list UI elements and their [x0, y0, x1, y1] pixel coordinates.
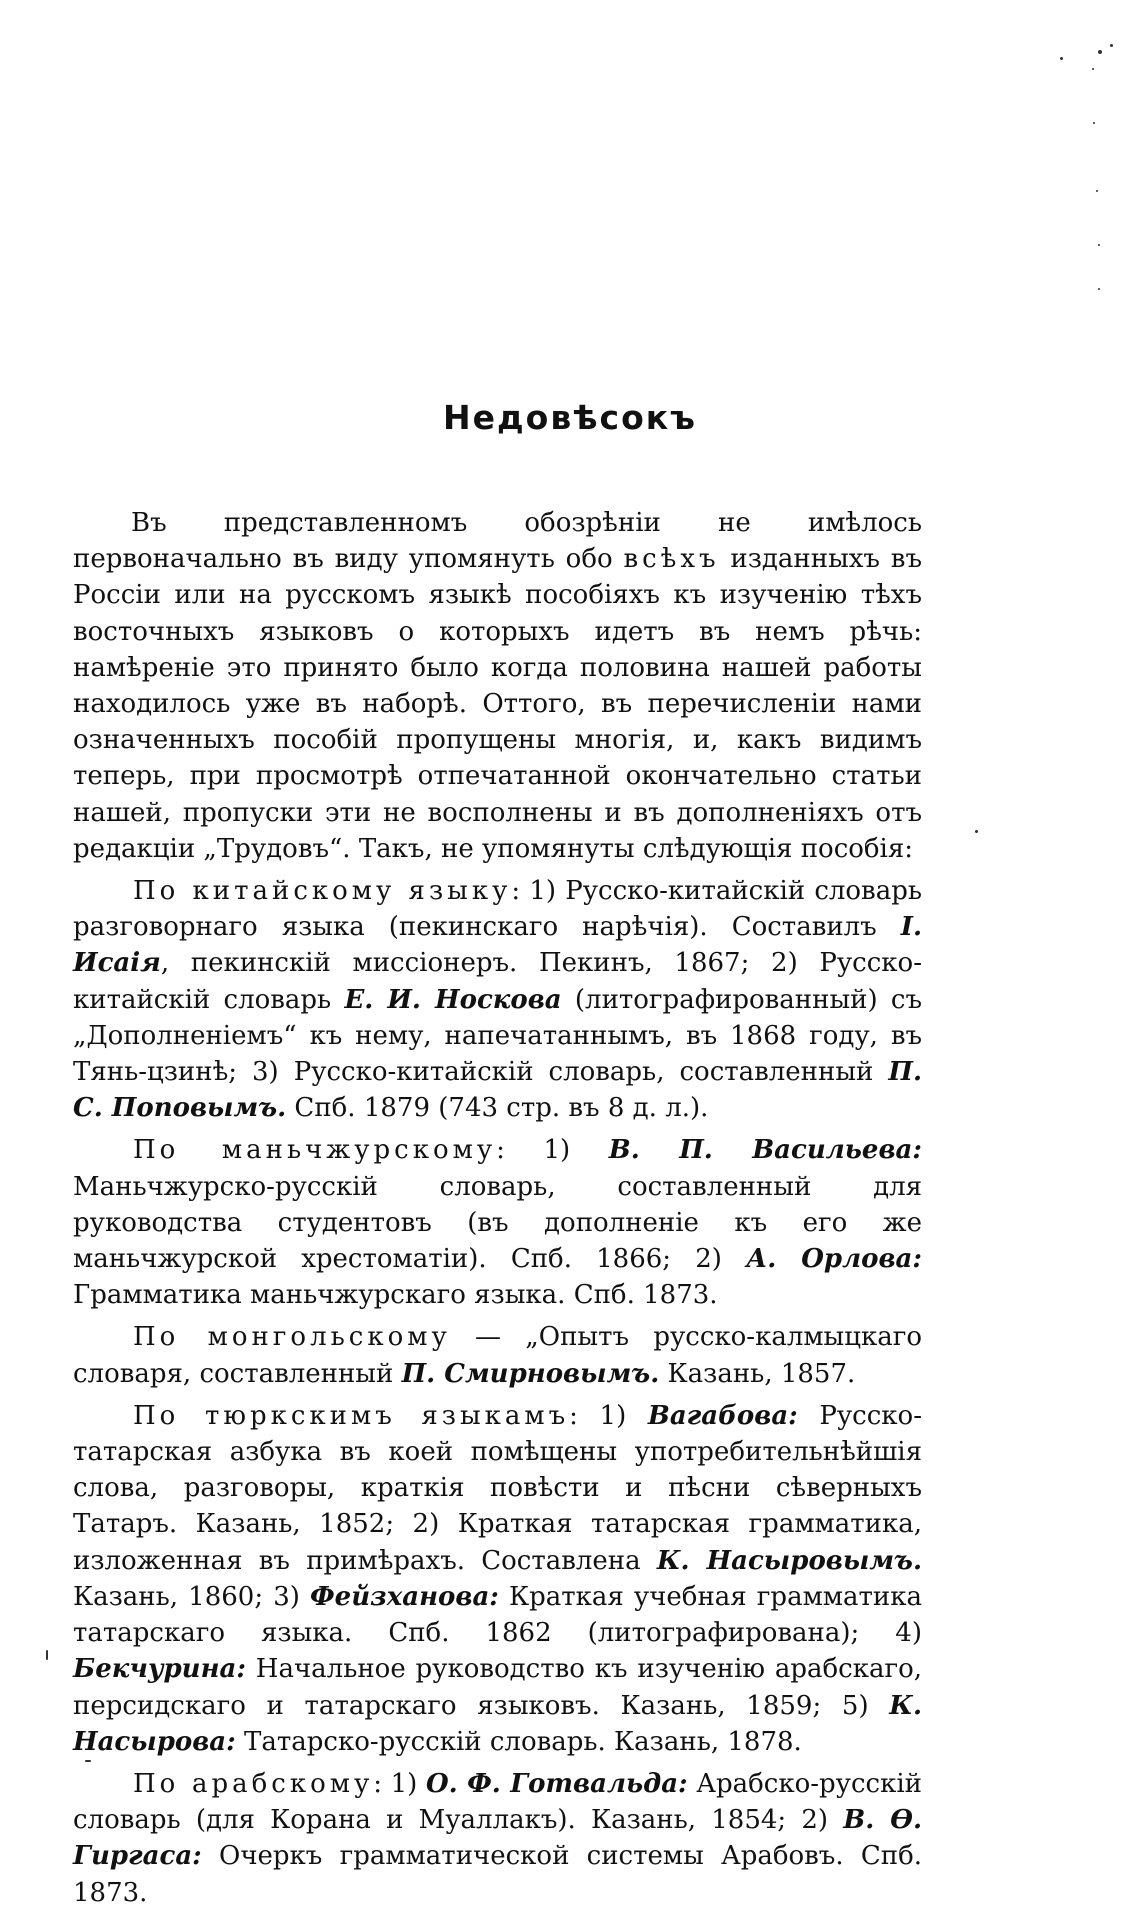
scan-speck [1096, 190, 1098, 192]
turkic-text-1: : 1) [569, 1400, 648, 1431]
turkic-text-3: Казань, 1860; 3) [73, 1581, 311, 1612]
turkic-text-2: Русско-татарская азбука въ коей помѣщены употребительнѣйшія слова, разговоры, краткія повѣсти и пѣсни сѣверныхъ Татаръ. Казань, 1852; 2) Краткая татарская грамматика, изложенная въ примѣрахъ. Составлена [73, 1400, 922, 1576]
turkic-author-1: Вагабова: [647, 1400, 798, 1431]
arabic-text-2: Арабско-русскій словарь (для Корана и Муаллакъ). Казань, 1854; 2) [73, 1768, 922, 1836]
arabic-author-1: О. Ф. Готвальда: [425, 1768, 688, 1799]
turkic-heading: По тюркскимъ языкамъ [133, 1400, 570, 1431]
turkic-author-2: К. Насыровымъ. [656, 1545, 922, 1576]
scan-speck [1098, 50, 1102, 54]
manchu-text-1: : 1) [496, 1135, 609, 1166]
turkic-author-4: Бекчурина: [73, 1654, 246, 1685]
page-title: Недовѣсокъ [443, 398, 697, 437]
paragraph-arabic [73, 1766, 922, 1911]
chinese-author-3: П. С. Поповымъ. [73, 1057, 922, 1124]
paragraph-turkic [73, 1398, 922, 1760]
chinese-text-1: : 1) Русско-китайскій словарь разговорнаго языка (пекинскаго нарѣчія). Составилъ [73, 876, 922, 943]
scan-speck [1098, 244, 1100, 246]
turkic-text-5: Начальное руководство къ изученію арабскаго, персидскаго и татарскаго языковъ. Казань, 1859; 5) [73, 1654, 922, 1721]
scan-speck [1060, 57, 1063, 60]
intro-emphasis: всѣхъ [623, 544, 720, 575]
arabic-heading: По арабскому [133, 1768, 374, 1799]
chinese-heading: По китайскому языку [133, 876, 512, 907]
scan-speck [46, 1650, 48, 1660]
mongol-author-1: П. Смирновымъ. [401, 1358, 660, 1389]
paragraph-chinese [73, 873, 922, 1126]
scan-speck [1110, 44, 1113, 47]
chinese-text-3: (литографированный) съ „Дополненіемъ“ къ нему, напечатаннымъ, въ 1868 году, въ Тянь-цзинѣ; 3) Русско-китайскій словарь, составленный [73, 984, 923, 1088]
chinese-author-2: Е. И. Носкова [344, 984, 562, 1015]
body-text [73, 505, 922, 1917]
mongol-heading: По монгольскому [133, 1322, 451, 1353]
manchu-text-3: Грамматика маньчжурскаго языка. Спб. 1873. [73, 1280, 718, 1311]
manchu-heading: По маньчжурскому [133, 1135, 497, 1166]
mongol-text-1: — „Опытъ русско-калмыцкаго словаря, составленный [73, 1322, 922, 1389]
arabic-author-2: В. Ѳ. Гиргаса: [73, 1805, 922, 1872]
manchu-text-2: Маньчжурско-русскій словарь, составленный для руководства студентовъ (въ дополненіе къ его же маньчжурской хрестоматіи). Спб. 1866; 2) [73, 1171, 922, 1275]
chinese-text-2: , пекинскій миссіонеръ. Пекинъ, 1867; 2) Русско-китайскій словарь [73, 948, 922, 1015]
scan-speck [975, 830, 978, 833]
scan-speck [1098, 288, 1100, 290]
scan-speck [1093, 122, 1095, 124]
turkic-text-4: Краткая учебная грамматика татарскаго языка. Спб. 1862 (литографирована); 4) [73, 1581, 922, 1649]
paragraph-intro [73, 505, 922, 867]
intro-text-2: изданныхъ въ Россіи или на русскомъ языкѣ пособіяхъ къ изученію тѣхъ восточныхъ языковъ о которыхъ идетъ въ немъ рѣчь: намѣреніе это принято было когда половина нашей работы находилось уже въ наборѣ. Оттого, въ перечисленіи нами означенныхъ пособій пропущены многія, и, какъ видимъ теперь, при просмотрѣ отпечатанной окончательно статьи нашей, пропуски эти не восполнены и въ дополненіяхъ отъ редакціи „Трудовъ“. Такъ, не упомянуты слѣдующія пособія: [73, 544, 922, 864]
arabic-text-3: Очеркъ грамматической системы Арабовъ. Спб. 1873. [73, 1841, 922, 1908]
arabic-text-1: : 1) [373, 1768, 426, 1799]
paragraph-mongol [73, 1319, 922, 1391]
manchu-author-2: А. Орлова: [746, 1244, 922, 1275]
mongol-text-2: Казань, 1857. [659, 1358, 856, 1389]
turkic-author-5: К. Насырова: [73, 1690, 922, 1757]
manchu-author-1: В. П. Васильева: [608, 1135, 922, 1166]
intro-text-1: Въ представленномъ обозрѣніи не имѣлось первоначально въ виду упомянуть обо [73, 508, 922, 575]
chinese-text-4: Спб. 1879 (743 стр. въ 8 д. л.). [286, 1093, 709, 1124]
turkic-author-3: Фейзханова: [310, 1581, 499, 1612]
scan-speck [85, 1760, 91, 1762]
turkic-text-6: Татарско-русскій словарь. Казань, 1878. [235, 1726, 802, 1757]
paragraph-manchu [73, 1132, 922, 1313]
chinese-author-1: I. Исаія [73, 912, 922, 979]
scan-speck [1092, 68, 1094, 70]
